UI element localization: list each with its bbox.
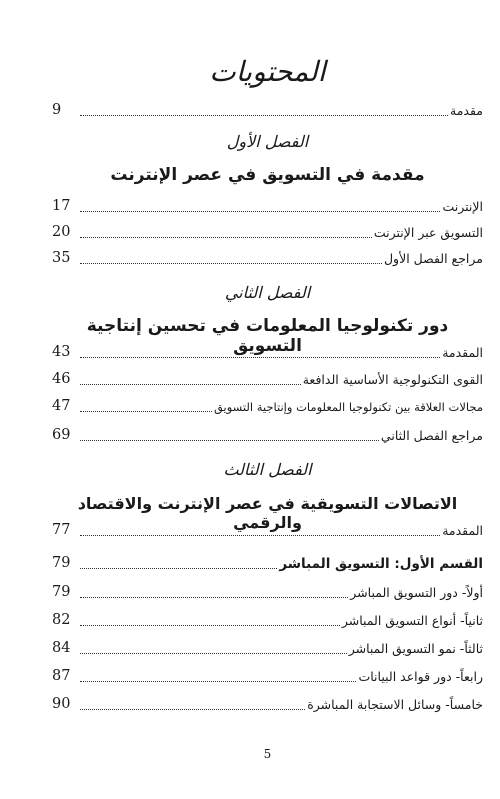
chapter-1-label: الفصل الأول [226, 132, 309, 151]
dot-leader [80, 653, 347, 654]
dot-leader [80, 411, 212, 412]
toc-section-entry [52, 553, 483, 573]
chapter-2-label: الفصل الثاني [224, 283, 311, 302]
entry-label: مراجع الفصل الأول [383, 251, 483, 266]
entry-label: الإنترنت [442, 199, 483, 214]
toc-title: المحتويات [209, 55, 326, 88]
dot-leader [80, 384, 301, 385]
entry-label: خامساً- وسائل الاستجابة المباشرة [307, 697, 483, 712]
dot-leader [80, 237, 372, 238]
entry-label: مجالات العلاقة بين تكنولوجيا المعلومات وإنتاجية التسويق [213, 400, 483, 414]
toc-entry-intro [52, 520, 483, 540]
entry-label: التسويق عبر الإنترنت [373, 225, 483, 240]
chapter-2-heading: دور تكنولوجيا المعلومات في تحسين إنتاجية التسويق [86, 316, 449, 356]
dot-leader [80, 440, 379, 441]
toc-entry [52, 369, 483, 389]
entry-label: القوى التكنولوجية الأساسية الدافعة [302, 372, 483, 387]
entry-page: 46 [52, 371, 71, 387]
entry-label: ثالثاً- نمو التسويق المباشر [348, 641, 483, 656]
dot-leader [80, 535, 440, 536]
entry-page: 79 [52, 555, 71, 571]
dot-leader [80, 115, 448, 116]
entry-label: رابعاً- دور قواعد البيانات [358, 669, 483, 684]
dot-leader [80, 357, 440, 358]
dot-leader [80, 709, 305, 710]
entry-page: 87 [52, 668, 71, 684]
chapter-3-label: الفصل الثالث [223, 460, 312, 479]
toc-entry [52, 666, 483, 686]
entry-page: 77 [52, 522, 71, 538]
entry-page: 43 [52, 344, 71, 360]
toc-entry-intro [52, 100, 483, 120]
chapter-1-heading: مقدمة في التسويق في عصر الإنترنت [110, 165, 425, 185]
toc-entry [52, 694, 483, 714]
entry-page: 35 [52, 250, 71, 266]
entry-page: 47 [52, 398, 71, 414]
entry-page: 9 [52, 102, 62, 118]
section-label: القسم الأول: التسويق المباشر [279, 556, 483, 572]
page-number: 5 [263, 747, 272, 761]
entry-page: 69 [52, 427, 71, 443]
entry-page: 17 [52, 198, 71, 214]
toc-entry [52, 610, 483, 630]
dot-leader [80, 263, 382, 264]
toc-entry [52, 196, 483, 216]
toc-entry [52, 396, 483, 416]
dot-leader [80, 211, 440, 212]
entry-page: 20 [52, 224, 71, 240]
entry-label: المقدمة [442, 345, 483, 360]
entry-page: 82 [52, 612, 71, 628]
entry-label: مراجع الفصل الثاني [380, 428, 483, 443]
toc-entry [52, 425, 483, 445]
dot-leader [80, 568, 277, 569]
entry-page: 79 [52, 584, 71, 600]
toc-entry [52, 248, 483, 268]
dot-leader [80, 625, 340, 626]
dot-leader [80, 681, 356, 682]
toc-entry [52, 638, 483, 658]
chapter-3-heading: الاتصالات التسويقية في عصر الإنترنت والاقتصاد والرقمي [77, 494, 458, 532]
toc-entry [52, 222, 483, 242]
entry-label: المقدمة [442, 523, 483, 538]
entry-page: 90 [52, 696, 71, 712]
toc-entry [52, 342, 483, 362]
entry-label: ثانياً- أنواع التسويق المباشر [341, 613, 483, 628]
toc-entry [52, 582, 483, 602]
entry-label: مقدمة [450, 103, 483, 118]
entry-label: أولاً- دور التسويق المباشر [350, 585, 483, 600]
toc-page [52, 0, 483, 799]
dot-leader [80, 597, 348, 598]
entry-page: 84 [52, 640, 71, 656]
